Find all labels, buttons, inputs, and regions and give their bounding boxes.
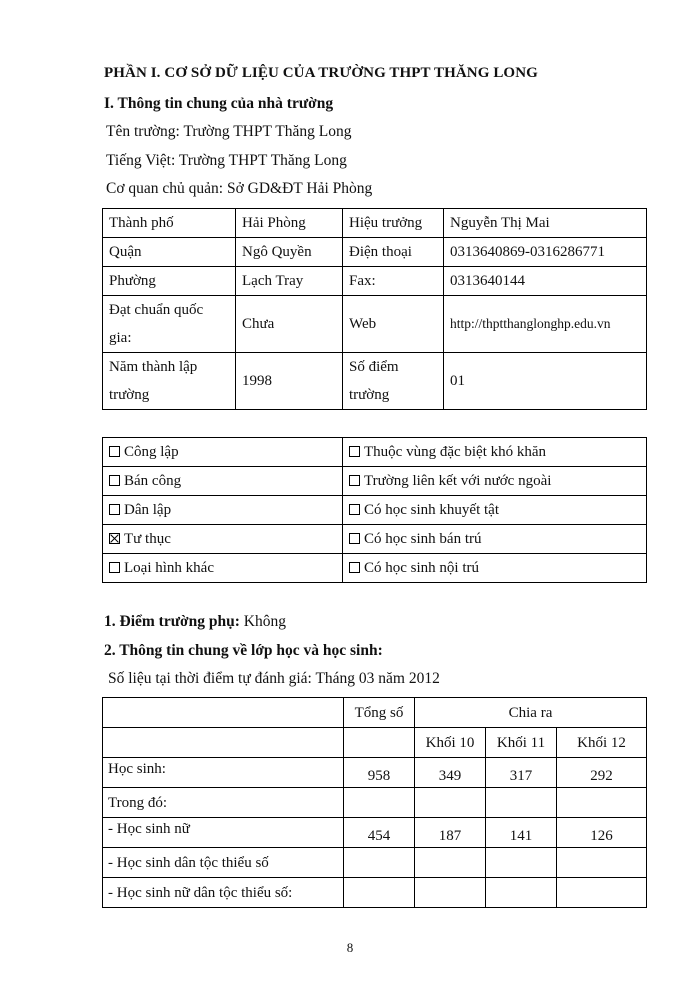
table-row	[103, 758, 647, 788]
table-cell: 126	[557, 818, 647, 848]
table-cell	[344, 848, 415, 878]
header-total: Tổng số	[344, 698, 415, 728]
table-cell: Quận	[103, 238, 236, 267]
table-cell	[557, 848, 647, 878]
option-day-boarding[interactable]	[343, 525, 647, 554]
checkbox-checked-icon	[109, 533, 120, 544]
school-type-table	[102, 437, 647, 583]
sub-school-label: 1. Điểm trường phụ:	[104, 613, 240, 630]
table-row	[103, 209, 647, 238]
table-row	[103, 238, 647, 267]
table-row	[103, 267, 647, 296]
table-cell	[557, 788, 647, 818]
table-row	[103, 554, 647, 583]
option-other-type[interactable]	[103, 554, 343, 583]
table-cell: Thành phố	[103, 209, 236, 238]
table-cell: 0313640869-0316286771	[444, 238, 647, 267]
option-public[interactable]	[103, 438, 343, 467]
governing-body-line: Cơ quan chủ quản: Sở GD&ĐT Hải Phòng	[106, 180, 373, 197]
table-cell: 01	[444, 353, 647, 410]
table-cell	[344, 878, 415, 908]
checkbox-icon	[109, 562, 120, 573]
table-cell	[344, 788, 415, 818]
table-row	[103, 878, 647, 908]
option-semi-public[interactable]	[103, 467, 343, 496]
option-boarding[interactable]	[343, 554, 647, 583]
table-row	[103, 496, 647, 525]
table-cell: Chưa	[236, 296, 343, 353]
row-label: - Học sinh nữ	[103, 818, 344, 848]
option-label: Có học sinh khuyết tật	[364, 501, 499, 518]
data-time-line: Số liệu tại thời điểm tự đánh giá: Tháng 03 năm 2012	[108, 670, 440, 687]
checkbox-icon	[109, 446, 120, 457]
table-cell: Hải Phòng	[236, 209, 343, 238]
option-disabled-students[interactable]	[343, 496, 647, 525]
table-cell: 141	[486, 818, 557, 848]
table-row	[103, 467, 647, 496]
table-cell: 958	[344, 758, 415, 788]
table-cell: Năm thành lập trường	[103, 353, 236, 410]
option-label: Bán công	[124, 472, 182, 489]
student-stats-table	[102, 697, 647, 908]
table-cell	[415, 878, 486, 908]
table-cell: 454	[344, 818, 415, 848]
header-grade-10: Khối 10	[415, 728, 486, 758]
table-cell: Nguyễn Thị Mai	[444, 209, 647, 238]
table-row	[103, 848, 647, 878]
header-grade-11: Khối 11	[486, 728, 557, 758]
website-link[interactable]: http://thptthanglonghp.edu.vn	[444, 296, 647, 353]
table-cell	[103, 728, 344, 758]
table-cell: Ngô Quyền	[236, 238, 343, 267]
sub-school-line	[104, 613, 286, 631]
row-label: - Học sinh nữ dân tộc thiểu số:	[103, 878, 344, 908]
table-cell: Hiệu trưởng	[343, 209, 444, 238]
header-grade-12: Khối 12	[557, 728, 647, 758]
option-label: Trường liên kết với nước ngoài	[364, 472, 552, 489]
page-heading: PHẦN I. CƠ SỞ DỮ LIỆU CỦA TRƯỜNG THPT THĂNG LONG	[104, 65, 538, 81]
school-info-table	[102, 208, 647, 410]
option-label: Công lập	[124, 443, 179, 460]
table-cell: Lạch Tray	[236, 267, 343, 296]
table-row	[103, 438, 647, 467]
section-title-text: 2. Thông tin chung về lớp học và học sinh:	[104, 642, 383, 659]
table-row	[103, 525, 647, 554]
table-cell	[486, 878, 557, 908]
checkbox-icon	[349, 562, 360, 573]
table-cell	[103, 698, 344, 728]
option-disadvantaged-area[interactable]	[343, 438, 647, 467]
checkbox-icon	[349, 475, 360, 486]
vietnamese-name-line: Tiếng Việt: Trường THPT Thăng Long	[106, 152, 347, 169]
option-label: Có học sinh nội trú	[364, 559, 479, 576]
table-cell: Đạt chuẩn quốc gia:	[103, 296, 236, 353]
section-class-student-title	[104, 642, 383, 660]
table-row	[103, 698, 647, 728]
table-row	[103, 818, 647, 848]
sub-school-value: Không	[239, 613, 286, 630]
page-number: 8	[346, 940, 354, 955]
table-row	[103, 353, 647, 410]
table-cell: 292	[557, 758, 647, 788]
option-label: Thuộc vùng đặc biệt khó khăn	[364, 443, 547, 460]
table-cell: Số điểm trường	[343, 353, 444, 410]
option-people-founded[interactable]	[103, 496, 343, 525]
table-cell	[557, 878, 647, 908]
table-cell: Điện thoại	[343, 238, 444, 267]
table-cell: Phường	[103, 267, 236, 296]
checkbox-icon	[349, 446, 360, 457]
option-label: Dân lập	[124, 501, 172, 518]
table-row	[103, 728, 647, 758]
option-label: Loại hình khác	[124, 559, 214, 576]
table-cell: 317	[486, 758, 557, 788]
option-label: Tư thục	[124, 530, 171, 547]
table-cell	[486, 848, 557, 878]
checkbox-icon	[109, 475, 120, 486]
school-name-line: Tên trường: Trường THPT Thăng Long	[106, 123, 352, 140]
table-cell: 187	[415, 818, 486, 848]
table-cell	[415, 788, 486, 818]
table-row	[103, 788, 647, 818]
section-general-info-title: I. Thông tin chung của nhà trường	[104, 95, 334, 112]
row-label: - Học sinh dân tộc thiểu số	[103, 848, 344, 878]
table-cell: 0313640144	[444, 267, 647, 296]
option-label: Có học sinh bán trú	[364, 530, 482, 547]
checkbox-icon	[349, 533, 360, 544]
option-foreign-partnership[interactable]	[343, 467, 647, 496]
table-cell: Fax:	[343, 267, 444, 296]
table-row	[103, 296, 647, 353]
option-private[interactable]	[103, 525, 343, 554]
row-label: Học sinh:	[103, 758, 344, 788]
table-cell	[486, 788, 557, 818]
table-cell	[344, 728, 415, 758]
header-split: Chia ra	[415, 698, 647, 728]
checkbox-icon	[109, 504, 120, 515]
table-cell: 1998	[236, 353, 343, 410]
row-label: Trong đó:	[103, 788, 344, 818]
table-cell: 349	[415, 758, 486, 788]
table-cell	[415, 848, 486, 878]
table-cell: Web	[343, 296, 444, 353]
checkbox-icon	[349, 504, 360, 515]
